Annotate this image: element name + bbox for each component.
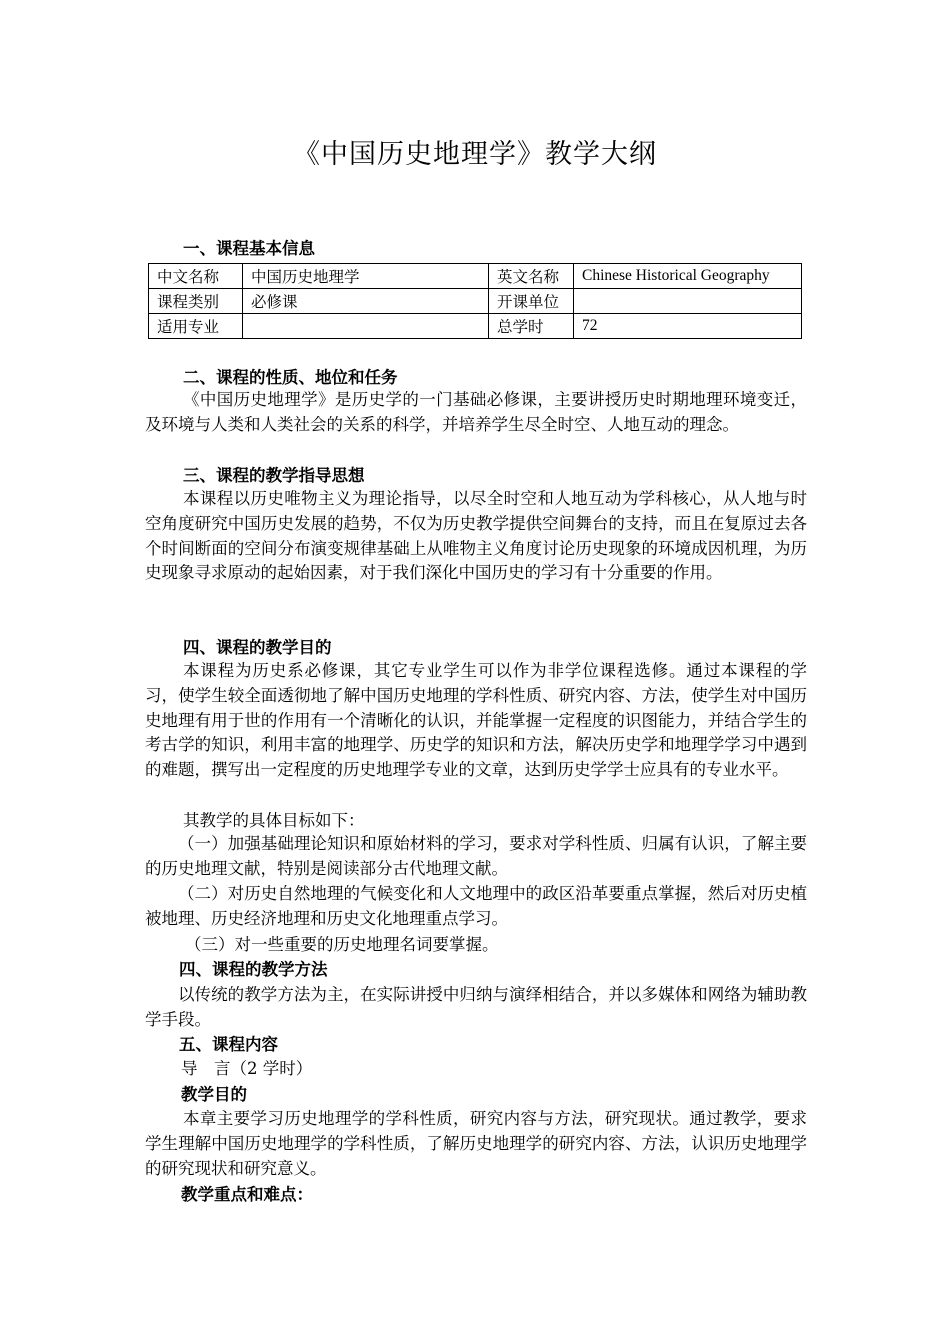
section-heading-basic-info: 一、课程基本信息: [183, 239, 315, 258]
table-cell: [574, 289, 802, 314]
table-cell: 开课单位: [489, 289, 574, 314]
table-row: [149, 264, 802, 289]
course-info-table: [148, 263, 802, 339]
subheading-key-points: 教学重点和难点：: [181, 1185, 313, 1204]
section-heading-nature: 二、课程的性质、地位和任务: [183, 368, 398, 387]
table-cell: 英文名称: [489, 264, 574, 289]
table-row: [149, 289, 802, 314]
paragraph-nature: 《中国历史地理学》是历史学的一门基础必修课，主要讲授历史时期地理环境变迁，及环境与人类和人类社会的关系的科学，并培养学生尽全时空、人地互动的理念。: [145, 390, 807, 434]
goals-intro: 其教学的具体目标如下：: [183, 811, 365, 830]
paragraph-chapter-goal: 本章主要学习历史地理学的学科性质，研究内容与方法，研究现状。通过教学，要求学生理解中国历史地理学的学科性质，了解历史地理学的研究内容、方法，认识历史地理学的研究现状和研究意义。: [145, 1109, 807, 1178]
table-cell: 中文名称: [149, 264, 243, 289]
paragraph-teaching-method: 以传统的教学方法为主，在实际讲授中归纳与演绎相结合，并以多媒体和网络为辅助教学手段。: [145, 985, 807, 1029]
section-heading-guiding-thought: 三、课程的教学指导思想: [183, 466, 365, 485]
paragraph-guiding-thought: 本课程以历史唯物主义为理论指导，以尽全时空和人地互动为学科核心，从人地与时空角度研究中国历史发展的趋势，不仅为历史教学提供空间舞台的支持，而且在复原过去各个时间断面的空间分布演变规律基础上从唯物主义角度讨论历史现象的环境成因机理，为历史现象寻求原动的起始因素，对于我们深化中国历史的学习有十分重要的作用。: [145, 489, 807, 583]
table-cell: 中国历史地理学: [243, 264, 489, 289]
table-cell: 72: [574, 314, 802, 339]
table-cell: 适用专业: [149, 314, 243, 339]
subheading-teaching-goal: 教学目的: [181, 1085, 247, 1104]
table-row: [149, 314, 802, 339]
paragraph-teaching-purpose: 本课程为历史系必修课，其它专业学生可以作为非学位课程选修。通过本课程的学习，使学生较全面透彻地了解中国历史地理的学科性质、研究内容、方法，使学生对中国历史地理有用于世的作用有一个清晰化的认识，并能掌握一定程度的识图能力，并结合学生的考古学的知识，利用丰富的地理学、历史学的知识和方法，解决历史学和地理学学习中遇到的难题，撰写出一定程度的历史地理学专业的文章，达到历史学学士应具有的专业水平。: [145, 661, 807, 780]
table-cell: Chinese Historical Geography: [574, 264, 802, 289]
table-cell: 课程类别: [149, 289, 243, 314]
goal-item-3: （三）对一些重要的历史地理名词要掌握。: [185, 935, 499, 954]
table-cell: 总学时: [489, 314, 574, 339]
table-cell: 必修课: [243, 289, 489, 314]
goal-item-2: （二）对历史自然地理的气候变化和人文地理中的政区沿革要重点掌握，然后对历史植被地理、历史经济地理和历史文化地理重点学习。: [145, 884, 807, 928]
section-heading-teaching-method: 四、课程的教学方法: [179, 960, 328, 979]
chapter-title: 导 言（2 学时）: [181, 1059, 313, 1078]
goal-item-1: （一）加强基础理论知识和原始材料的学习，要求对学科性质、归属有认识，了解主要的历史地理文献，特别是阅读部分古代地理文献。: [145, 834, 807, 878]
table-cell: [243, 314, 489, 339]
section-heading-teaching-purpose: 四、课程的教学目的: [183, 638, 332, 657]
section-heading-course-content: 五、课程内容: [179, 1035, 278, 1054]
page-title: 《中国历史地理学》教学大纲: [293, 139, 657, 170]
